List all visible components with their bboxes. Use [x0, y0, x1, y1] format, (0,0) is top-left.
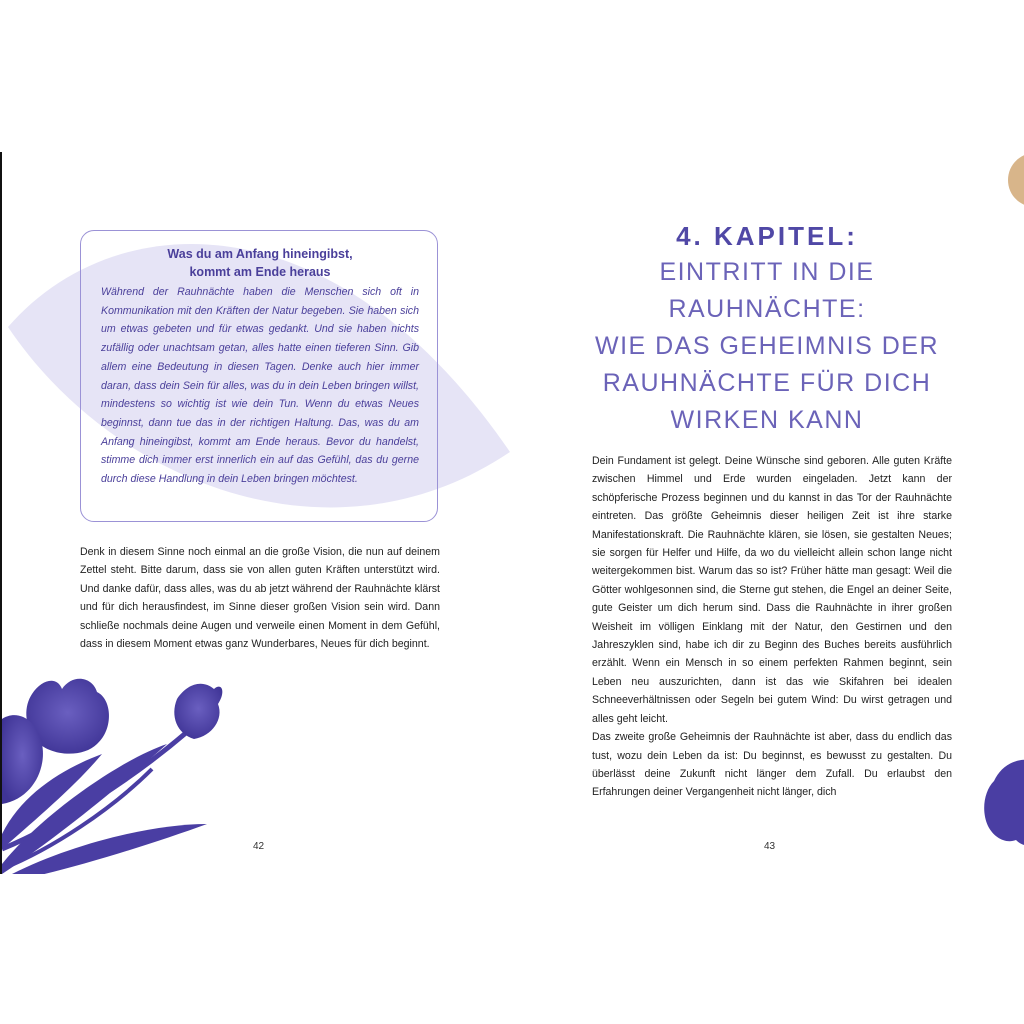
gold-tab-decoration	[996, 152, 1024, 222]
chapter-title-line: EINTRITT IN DIE	[659, 258, 875, 286]
left-page	[0, 152, 514, 874]
page-number-right: 43	[764, 841, 776, 852]
book-spread	[0, 152, 1024, 874]
chapter-title-line: RAUHNÄCHTE:	[668, 295, 866, 323]
box-title-line-1: Was du am Anfang hineingibst,	[167, 247, 353, 261]
tulip-illustration	[2, 674, 242, 874]
flower-fragment-decoration	[976, 756, 1024, 856]
page-number-left: 42	[253, 841, 265, 852]
right-page	[512, 152, 1024, 874]
box-title-line-2: kommt am Ende heraus	[189, 265, 331, 279]
chapter-title-line: WIE DAS GEHEIMNIS DER	[594, 332, 940, 360]
right-body-text	[592, 452, 952, 802]
paragraph: Dein Fundament ist gelegt. Deine Wünsche sind geboren. Alle guten Kräfte zwischen Himmel und Erde wurden eingeladen. Jetzt kann der schöpferische Prozess beginnen und du kannst in das Tor der Rauhnächte eintreten. Das größte Geheimnis dieser heiligen Zeit ist ihre starke Manifestationskraft. Die Rauhnächte klären, sie lösen, sie gestalten Neues; sie sorgen für Helfer und Hilfe, da wo du vielleicht allein schon lange nicht weitergekommen bist. Warum das so ist? Früher hätte man gesagt: Weil die Götter wohlgesonnen sind, die Sterne gut stehen, die Engel an deiner Seite, gute Geister um dich herum sind. Dass die Rauhnächte in ihrer großen Weisheit im völligen Einklang mit der Natur, den Gestirnen und den Jahreszyklen sind, habe ich dir zu Beginn des Buches bereits ausführlich erzählt. Wenn ein Mensch in so einem perfekten Rahmen beginnt, sein Leben neu auszurichten, dann ist das wie Skifahren bei idealen Schneeverhältnissen oder Segeln bei gutem Wind: Du wirst getragen und alles geht leicht.	[592, 455, 952, 725]
chapter-title-line: WIRKEN KANN	[670, 406, 864, 434]
info-box	[80, 230, 438, 522]
box-body: Während der Rauhnächte haben die Menschen sich oft in Kommunikation mit den Kräften der Natur begeben. Sie haben sich um etwas gebeten und für etwas gedankt. Und sie haben nichts zufällig oder unachtsam getan, alles hatte einen tieferen Sinn. Gib allem eine Bedeutung in diesen Tagen. Denke auch hier immer daran, dass dein Sein für alles, was du in dein Leben bringen willst, mindestens so wichtig ist wie dein Tun. Wenn du etwas Neues beginnst, dann tue das in der richtigen Haltung. Das, was du am Anfang hineingibst, kommt am Ende heraus. Bevor du handelst, stimme dich immer erst innerlich ein auf das Gefühl, das du gerne durch diese Handlung in dein Leben bringen möchtest.	[101, 286, 419, 486]
left-body-text: Denk in diesem Sinne noch einmal an die große Vision, die nun auf deinem Zettel steht. Bitte darum, dass sie von allen guten Kräften unterstützt wird. Und danke dafür, dass alles, was du ab jetzt während der Rauhnächte klärst und für dich herausfindest, im Sinne dieser großen Vision sein wird. Dann schließe nochmals deine Augen und verweile einen Moment in dem Gefühl, dass in diesem Moment etwas ganz Wunderbares, Neues für dich beginnt.	[80, 546, 440, 651]
chapter-heading	[582, 218, 952, 439]
box-title	[101, 245, 419, 281]
chapter-title-line: RAUHNÄCHTE FÜR DICH	[602, 369, 932, 397]
chapter-number: 4. KAPITEL:	[676, 221, 858, 251]
paragraph: Das zweite große Geheimnis der Rauhnächte ist aber, dass du endlich das tust, wozu dein Leben da ist: Du beginnst, es bewusst zu gestalten. Du überlässt deine Zukunft nicht länger dem Zufall. Du erlaubst den Erfahrungen deiner Vergangenheit nicht länger, dich	[592, 731, 952, 799]
